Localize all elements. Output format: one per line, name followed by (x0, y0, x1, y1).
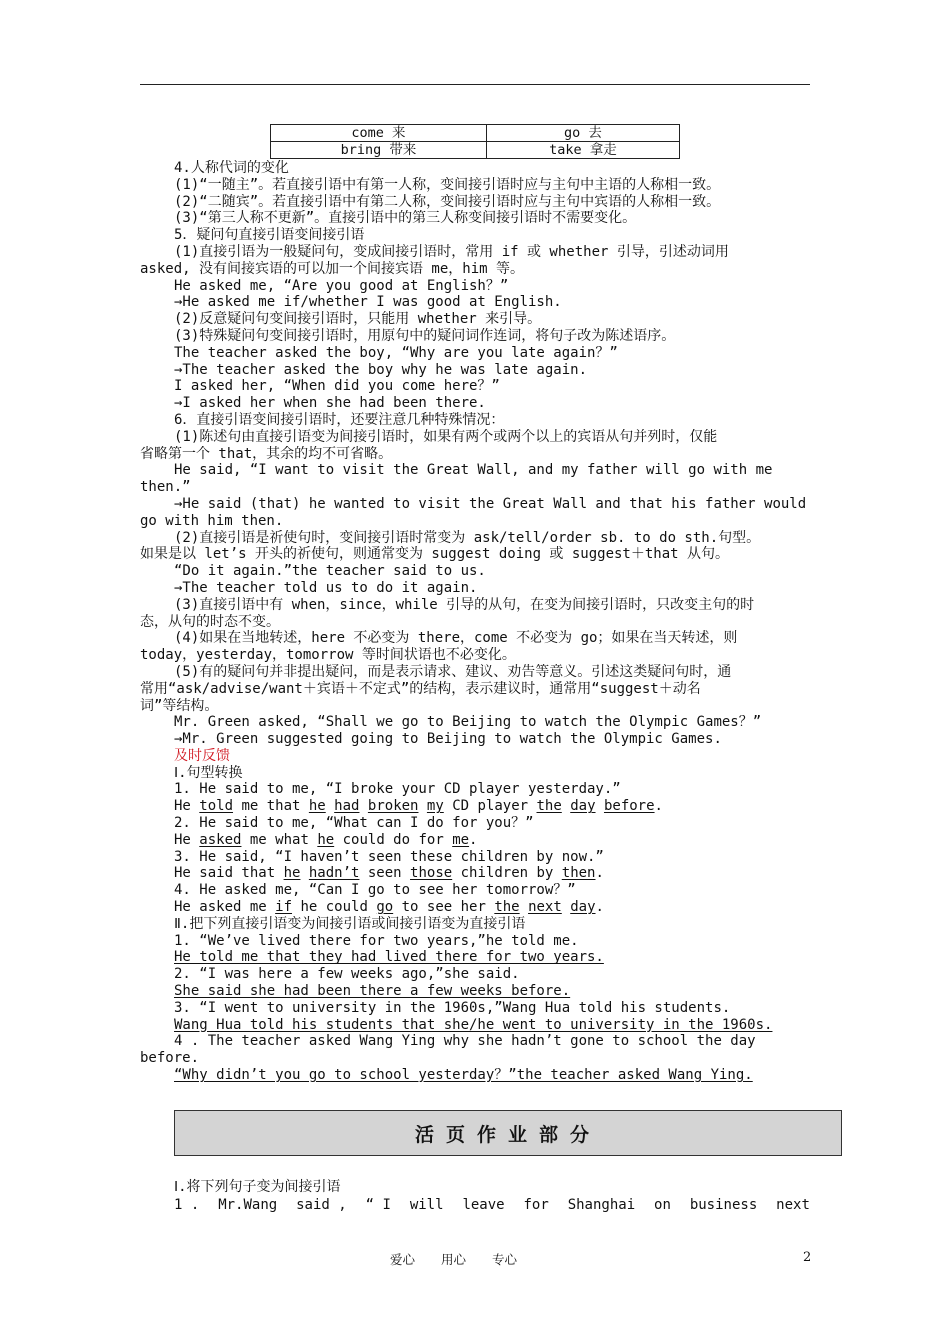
homework-question: 1 . Mr.Wang said , “ I will leave for Shanghai on business next (174, 1197, 810, 1213)
exercise-question: 1. “We’ve lived there for two years,”he told me. (174, 932, 579, 949)
text-line: (1)直接引语为一般疑问句，变成间接引语时，常用 if 或 whether 引导，引述动词用 (174, 243, 729, 260)
text-line: (4)如果在当地转述，here 不必变为 there，come 不必变为 go；如果在当天转述，则 (174, 630, 738, 647)
exercise-answer: He asked me what he could do for me. (174, 831, 478, 848)
example-line: Mr. Green asked, “Shall we go to Beijing to watch the Olympic Games？” (174, 714, 762, 731)
text-line: (2)直接引语是祈使句时，变间接引语时常变为 ask/tell/order sb. to do sth.句型。 (174, 529, 761, 546)
text-line: (3)“第三人称不更新”。直接引语中的第三人称变间接引语时不需要变化。 (174, 210, 637, 227)
exercise-answer: Wang Hua told his students that she/he went to university in the 1960s. (174, 1016, 773, 1033)
table-row (271, 142, 680, 159)
table-cell: bring 带来 (271, 142, 487, 159)
example-line: →The teacher asked the boy why he was late again. (174, 361, 588, 378)
exercise-answer: She said she had been there a few weeks before. (174, 983, 571, 1000)
section-heading: 6．直接引语变间接引语时，还要注意几种特殊情况： (174, 411, 505, 428)
example-line: →I asked her when she had been there. (174, 395, 486, 412)
feedback-heading: 及时反馈 (174, 747, 230, 764)
header-rule (140, 84, 810, 85)
text-line: asked, 没有间接宾语的可以加一个间接宾语 me，him 等。 (140, 260, 525, 277)
table-cell: go 去 (486, 125, 679, 142)
section-heading: 5．疑问句直接引语变间接引语 (174, 227, 365, 244)
exercise-question: 4. He asked me, “Can I go to see her tomorrow？” (174, 882, 576, 899)
homework-banner: 活页作业部分 (174, 1110, 842, 1156)
text-line: (1)“一随主”。若直接引语中有第一人称，变间接引语时应与主句中主语的人称相一致。 (174, 176, 721, 193)
exercise-answer: He told me that he had broken my CD player the day before. (174, 798, 663, 815)
homework-section (140, 1178, 810, 1214)
table-row (271, 125, 680, 142)
exercise-answer: He told me that they had lived there for two years. (174, 949, 604, 966)
section-heading: 4.人称代词的变化 (174, 160, 289, 176)
text-line: (2)反意疑问句变间接引语时，只能用 whether 来引导。 (174, 311, 542, 328)
homework-heading: Ⅰ.将下列句子变为间接引语 (174, 1179, 341, 1195)
exercise-answer: He asked me if he could go to see her the next day. (174, 899, 604, 916)
exercise-question: before. (140, 1050, 200, 1067)
example-line: I asked her, “When did you come here？” (174, 378, 500, 395)
exercise-heading: Ⅰ.句型转换 (174, 764, 243, 781)
table-cell: take 拿走 (486, 142, 679, 159)
text-line: (3)直接引语中有 when，since，while 引导的从句，在变为间接引语时，只改变主句的时 (174, 596, 755, 613)
text-line: today，yesterday，tomorrow 等时间状语也不必变化。 (140, 647, 516, 664)
example-line: He said, “I want to visit the Great Wall, and my father will go with me (174, 462, 773, 479)
page-footer: 爱心 用心 专心 (390, 1252, 517, 1267)
exercise-question: 3. He said, “I haven’t seen these children by now.” (174, 848, 604, 865)
example-line: →Mr. Green suggested going to Beijing to watch the Olympic Games. (174, 731, 722, 748)
example-line: “Do it again.”the teacher said to us. (174, 563, 486, 580)
grammar-notes (140, 160, 810, 1084)
exercise-answer: He said that he hadn’t seen those children by then. (174, 865, 604, 882)
exercise-question: 2. “I was here a few weeks ago,”she said. (174, 966, 520, 983)
text-line: 常用“ask/advise/want＋宾语＋不定式”的结构，表示建议时，通常用“suggest＋动名 (140, 680, 701, 697)
verb-table (270, 124, 680, 159)
example-line: The teacher asked the boy, “Why are you late again？” (174, 344, 618, 361)
text-line: (1)陈述句由直接引语变为间接引语时，如果有两个或两个以上的宾语从句并列时，仅能 (174, 428, 718, 445)
exercise-question: 2. He said to me, “What can I do for you？” (174, 815, 534, 832)
exercise-heading: Ⅱ.把下列直接引语变为间接引语或间接引语变为直接引语 (174, 915, 526, 932)
exercise-question: 4 . The teacher asked Wang Ying why she hadn’t gone to school the day (174, 1033, 756, 1050)
example-line: then.” (140, 479, 191, 496)
table-cell: come 来 (271, 125, 487, 142)
exercise-answer: “Why didn’t you go to school yesterday？”the teacher asked Wang Ying. (174, 1067, 753, 1084)
example-line: →The teacher told us to do it again. (174, 579, 478, 596)
text-line: (2)“二随宾”。若直接引语中有第二人称，变间接引语时应与主句中宾语的人称相一致。 (174, 193, 721, 210)
text-line: 态，从句的时态不变。 (140, 613, 280, 630)
page-number: 2 (803, 1250, 812, 1265)
example-line: →He asked me if/whether I was good at English. (174, 294, 562, 311)
text-line: 如果是以 let’s 开头的祈使句，则通常变为 suggest doing 或 suggest＋that 从句。 (140, 546, 730, 563)
example-line: →He said (that) he wanted to visit the Great Wall and that his father would (174, 495, 807, 512)
text-line: (3)特殊疑问句变间接引语时，用原句中的疑问词作连词，将句子改为陈述语序。 (174, 327, 676, 344)
example-line: He asked me, “Are you good at English？” (174, 277, 509, 294)
exercise-question: 3. “I went to university in the 1960s,”Wang Hua told his students. (174, 999, 731, 1016)
exercise-question: 1. He said to me, “I broke your CD player yesterday.” (174, 781, 621, 798)
text-line: (5)有的疑问句并非提出疑问，而是表示请求、建议、劝告等意义。引述这类疑问句时，通 (174, 663, 732, 680)
text-line: 省略第一个 that，其余的均不可省略。 (140, 445, 393, 462)
text-line: 词”等结构。 (140, 697, 219, 714)
example-line: go with him then. (140, 512, 284, 529)
